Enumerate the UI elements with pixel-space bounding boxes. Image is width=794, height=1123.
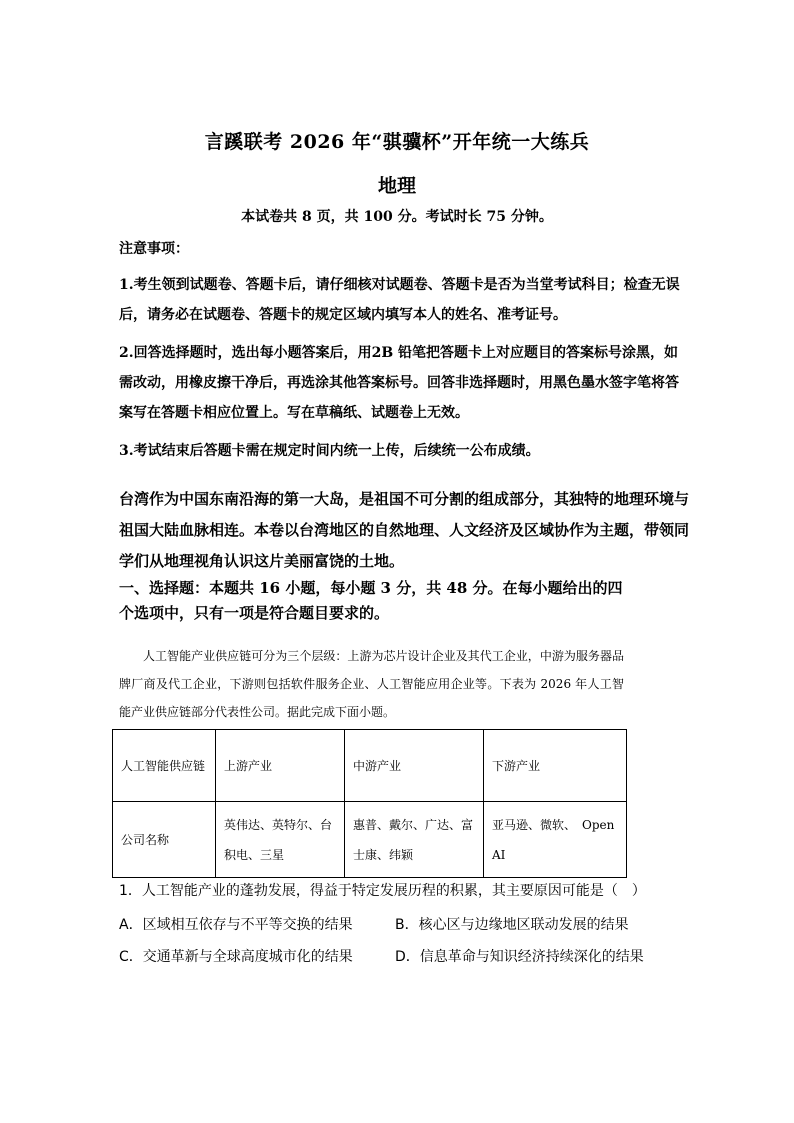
supply-chain-table [112,729,627,878]
table-row [113,802,627,878]
notes-section [119,238,689,466]
notes-heading: 注意事项： [119,241,189,257]
table-cell: 公司名称 [113,802,216,878]
question-1-stem: 1．人工智能产业的蓬勃发展，得益于特定发展历程的积累，其主要原因可能是（ ） [119,883,646,899]
table-header-row [113,730,627,802]
table-cell: 亚马逊、微软、 Open AI [484,802,627,878]
option-c[interactable]: C．交通革新与全球高度城市化的结果 [119,949,353,965]
table-cell: 英伟达、英特尔、台积电、三星 [216,802,345,878]
note-item-1: 1.考生领到试题卷、答题卡后，请仔细核对试题卷、答题卡是否为当堂考试科目；检查无误后，请务必在试题卷、答题卡的规定区域内填写本人的姓名、准考证号。 [119,277,680,323]
table-header-cell: 人工智能供应链 [113,730,216,802]
material-paragraph: 人工智能产业供应链可分为三个层级：上游为芯片设计企业及其代工企业，中游为服务器品牌厂商及代工企业，下游则包括软件服务企业、人工智能应用企业等。下表为 2026 年人工智能产业供应链部分代表性公司。据此完成下面小题。 [119,649,624,719]
note-item-3: 3.考试结束后答题卡需在规定时间内统一上传，后续统一公布成绩。 [119,443,540,459]
exam-info: 本试卷共 8 页，共 100 分。考试时长 75 分钟。 [241,209,553,225]
option-d[interactable]: D．信息革命与知识经济持续深化的结果 [395,949,644,965]
intro-paragraph: 台湾作为中国东南沿海的第一大岛，是祖国不可分割的组成部分，其独特的地理环境与祖国大陆血脉相连。本卷以台湾地区的自然地理、人文经济及区域协作为主题，带领同学们从地理视角认识这片美丽富饶的土地。 [119,490,690,570]
note-item-2: 2.回答选择题时，选出每小题答案后，用2B 铅笔把答题卡上对应题目的答案标号涂黑，如需改动，用橡皮擦干净后，再选涂其他答案标号。回答非选择题时，用黑色墨水签字笔将答案写在答题卡相应位置上。写在草稿纸、试题卷上无效。 [119,345,679,421]
table-header-cell: 中游产业 [345,730,484,802]
table-cell: 惠普、戴尔、广达、富士康、纬颖 [345,802,484,878]
subject-title: 地理 [377,175,416,197]
section-heading: 一、选择题：本题共 16 小题，每小题 3 分，共 48 分。在每小题给出的四个选项中，只有一项是符合题目要求的。 [119,579,623,622]
exam-title: 言蹊联考 2026 年“骐骥杯”开年统一大练兵 [204,131,590,153]
option-a[interactable]: A．区域相互依存与不平等交换的结果 [119,917,353,933]
table-header-cell: 上游产业 [216,730,345,802]
option-b[interactable]: B．核心区与边缘地区联动发展的结果 [395,917,629,933]
table-header-cell: 下游产业 [484,730,627,802]
